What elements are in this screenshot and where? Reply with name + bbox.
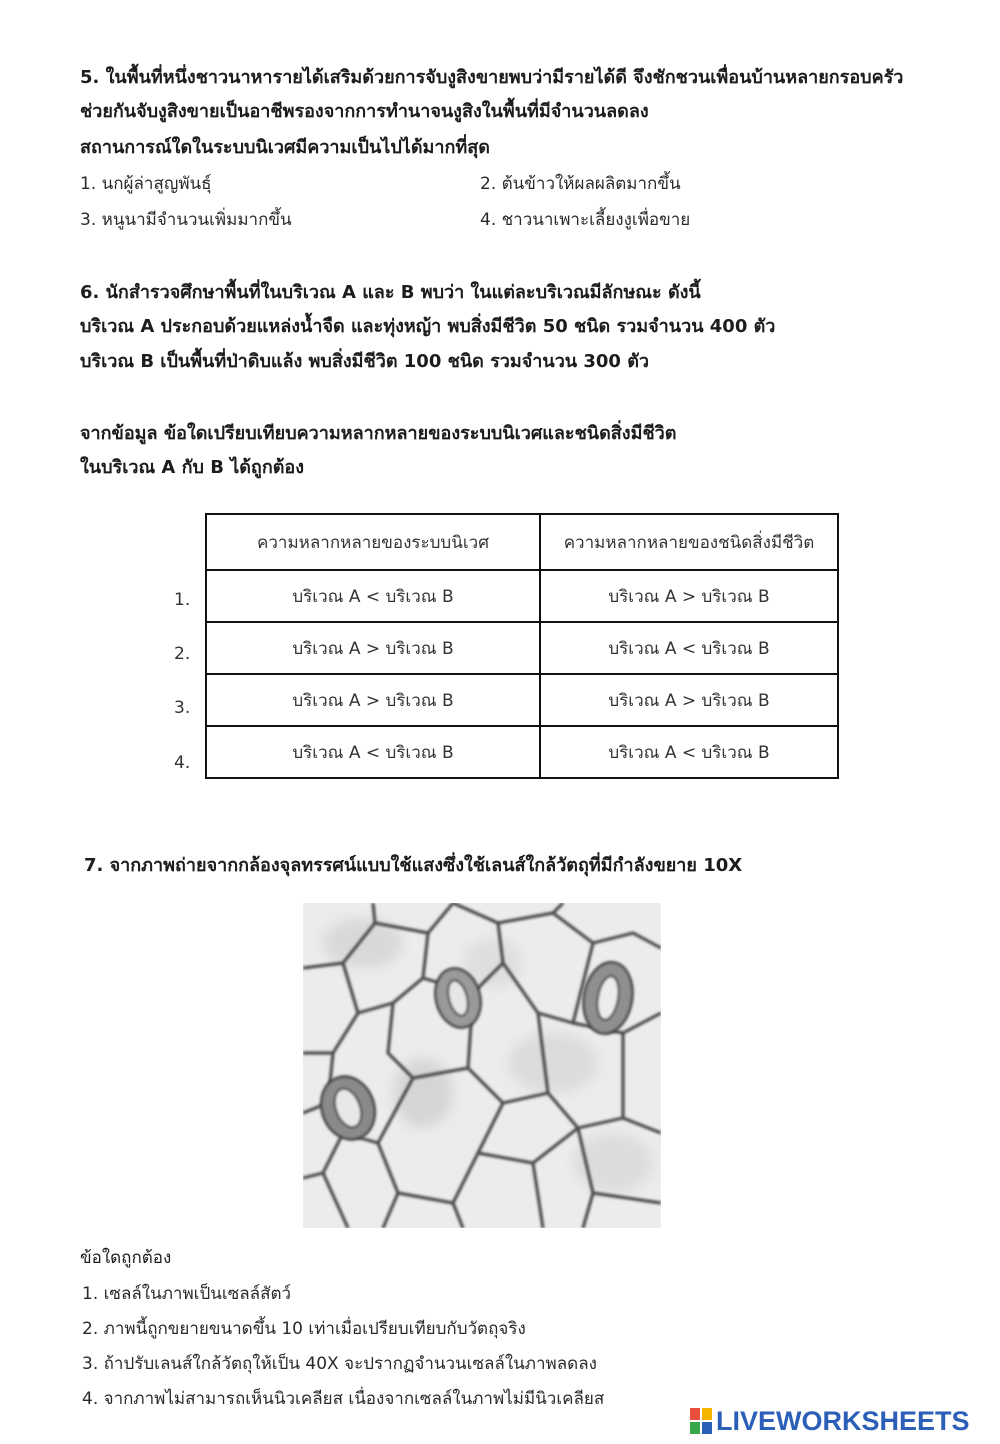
row-number-2: 2. — [174, 644, 191, 664]
q7-prompt: ข้อใดถูกต้อง — [80, 1248, 172, 1268]
q5-option-1[interactable]: 1. นกผู้ล่าสูญพันธุ์ — [80, 174, 212, 194]
table-cell: บริเวณ A > บริเวณ B — [540, 674, 838, 726]
q6-stem-line-1: 6. นักสำรวจศึกษาพื้นที่ในบริเวณ A และ B พบว่า ในแต่ละบริเวณมีลักษณะ ดังนี้ — [80, 282, 701, 303]
q5-option-2[interactable]: 2. ต้นข้าวให้ผลผลิตมากขึ้น — [480, 174, 681, 194]
q7-option-4[interactable]: 4. จากภาพไม่สามารถเห็นนิวเคลียส เนื่องจากเซลล์ในภาพไม่มีนิวเคลียส — [82, 1389, 605, 1409]
table-row[interactable] — [206, 674, 838, 726]
q5-option-3[interactable]: 3. หนูนามีจำนวนเพิ่มมากขึ้น — [80, 210, 292, 230]
table-cell: บริเวณ A < บริเวณ B — [206, 570, 540, 622]
q5-stem-line-1: 5. ในพื้นที่หนึ่งชาวนาหารายได้เสริมด้วยการจับงูสิงขายพบว่ามีรายได้ดี จึงชักชวนเพื่อนบ้านหลายกรอบครัว — [80, 67, 904, 88]
q6-stem-line-3: บริเวณ B เป็นพื้นที่ป่าดิบแล้ง พบสิ่งมีชีวิต 100 ชนิด รวมจำนวน 300 ตัว — [80, 351, 650, 372]
q7-option-1[interactable]: 1. เซลล์ในภาพเป็นเซลล์สัตว์ — [82, 1284, 292, 1304]
row-number-1: 1. — [174, 590, 191, 610]
q5-option-4[interactable]: 4. ชาวนาเพาะเลี้ยงงูเพื่อขาย — [480, 210, 691, 230]
liveworksheets-logo — [690, 1404, 970, 1438]
table-cell: บริเวณ A > บริเวณ B — [206, 674, 540, 726]
liveworksheets-logo-icon — [690, 1408, 712, 1434]
q5-stem-line-2: ช่วยกันจับงูสิงขายเป็นอาชีพรองจากการทำนาจนงูสิงในพื้นที่มีจำนวนลดลง — [80, 101, 649, 122]
table-cell: บริเวณ A > บริเวณ B — [540, 570, 838, 622]
q6-comparison-table — [205, 513, 839, 779]
q5-stem-line-3: สถานการณ์ใดในระบบนิเวศมีความเป็นไปได้มากที่สุด — [80, 137, 490, 158]
row-number-3: 3. — [174, 698, 191, 718]
micrograph-image — [303, 903, 661, 1228]
table-row[interactable] — [206, 570, 838, 622]
table-row[interactable] — [206, 622, 838, 674]
plant-epidermis-cells-illustration — [303, 903, 661, 1228]
liveworksheets-wordmark: LIVEWORKSHEETS — [716, 1405, 970, 1436]
q6-question-line-1: จากข้อมูล ข้อใดเปรียบเทียบความหลากหลายของระบบนิเวศและชนิดสิ่งมีชีวิต — [80, 423, 677, 444]
table-cell: บริเวณ A < บริเวณ B — [540, 726, 838, 778]
q7-stem: 7. จากภาพถ่ายจากกล้องจุลทรรศน์แบบใช้แสงซึ่งใช้เลนส์ใกล้วัตถุที่มีกำลังขยาย 10X — [84, 855, 743, 876]
q7-option-3[interactable]: 3. ถ้าปรับเลนส์ใกล้วัตถุให้เป็น 40X จะปรากฏจำนวนเซลล์ในภาพลดลง — [82, 1354, 597, 1374]
table-cell: บริเวณ A < บริเวณ B — [206, 726, 540, 778]
table-cell: บริเวณ A > บริเวณ B — [206, 622, 540, 674]
table-cell: บริเวณ A < บริเวณ B — [540, 622, 838, 674]
q6-question-line-2: ในบริเวณ A กับ B ได้ถูกต้อง — [80, 457, 305, 478]
header-ecosystem-diversity: ความหลากหลายของระบบนิเวศ — [206, 514, 540, 570]
header-species-diversity: ความหลากหลายของชนิดสิ่งมีชีวิต — [540, 514, 838, 570]
q6-stem-line-2: บริเวณ A ประกอบด้วยแหล่งน้ำจืด และทุ่งหญ้า พบสิ่งมีชีวิต 50 ชนิด รวมจำนวน 400 ตัว — [80, 316, 776, 337]
q7-option-2[interactable]: 2. ภาพนี้ถูกขยายขนาดขึ้น 10 เท่าเมื่อเปรียบเทียบกับวัตถุจริง — [82, 1319, 526, 1339]
row-number-4: 4. — [174, 753, 191, 773]
table-header-row — [206, 514, 838, 570]
table-row[interactable] — [206, 726, 838, 778]
